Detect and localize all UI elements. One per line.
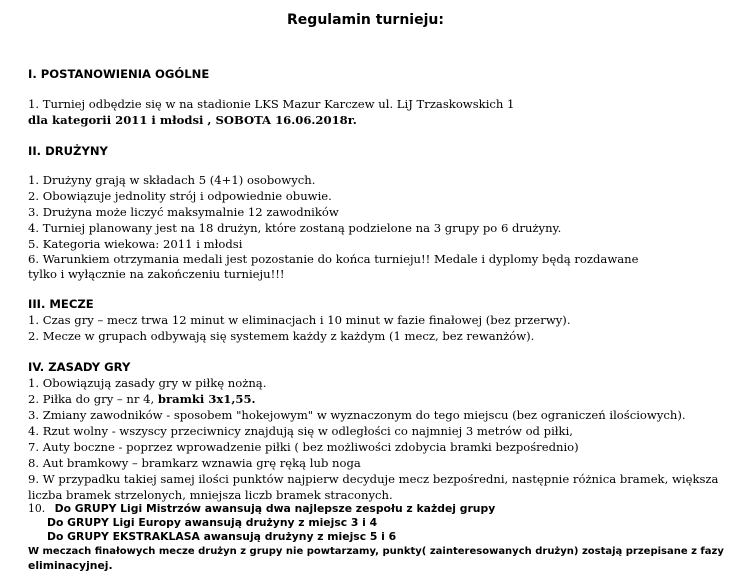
- final-phase-note: W meczach finałowych mecze drużyn z grupy nie powtarzamy, punkty( zainteresowanych drużyn) zostają przepisane z fazy: [28, 546, 724, 557]
- champions-league-group-text: Do GRUPY Ligi Mistrzów awansują dwa najlepsze zespołu z każdej grupy: [54, 502, 496, 515]
- teams-line-7: tylko i wyłącznie na zakończeniu turnieju!!!: [28, 267, 285, 281]
- teams-line-2: 2. Obowiązuje jednolity strój i odpowiednie obuwie.: [28, 189, 332, 203]
- general-line-1: 1. Turniej odbędzie się w na stadionie LKS Mazur Karczew ul. LiJ Trzaskowskich 1: [28, 97, 515, 111]
- teams-line-1: 1. Drużyny grają w składach 5 (4+1) osobowych.: [28, 173, 316, 187]
- rules-line-3: 3. Zmiany zawodników - sposobem "hokejowym" w wyznaczonym do tego miejscu (bez ograniczeń ilościowych).: [28, 408, 686, 422]
- matches-line-1: 1. Czas gry – mecz trwa 12 minut w eliminacjach i 10 minut w fazie finałowej (bez przerwy).: [28, 313, 571, 327]
- rules-line-8: 8. Aut bramkowy – bramkarz wznawia grę ręką lub noga: [28, 456, 361, 470]
- rules-line-10-number: 10.: [28, 502, 49, 515]
- rules-line-2-text: 2. Piłka do gry – nr 4,: [28, 392, 158, 406]
- section-heading-matches: III. MECZE: [28, 297, 94, 311]
- teams-line-4: 4. Turniej planowany jest na 18 drużyn, które zostaną podzielone na 3 grupy po 6 drużyny.: [28, 221, 562, 235]
- ekstraklasa-group-text: Do GRUPY EKSTRAKLASA awansują drużyny z miejsc 5 i 6: [47, 530, 397, 543]
- europa-league-group-text: Do GRUPY Ligi Europy awansują drużyny z miejsc 3 i 4: [47, 516, 378, 529]
- document-title: Regulamin turnieju:: [287, 12, 444, 28]
- rules-line-1: 1. Obowiązują zasady gry w piłkę nożną.: [28, 376, 267, 390]
- teams-line-5: 5. Kategoria wiekowa: 2011 i młodsi: [28, 237, 243, 251]
- goal-size-text: bramki 3x1,55.: [157, 392, 256, 406]
- section-heading-general: I. POSTANOWIENIA OGÓLNE: [28, 67, 210, 81]
- section-heading-rules: IV. ZASADY GRY: [28, 360, 131, 374]
- rules-line-2: [28, 391, 256, 407]
- general-line-2: dla kategorii 2011 i młodsi , SOBOTA 16.06.2018r.: [28, 113, 357, 127]
- rules-line-7: 7. Auty boczne - poprzez wprowadzenie piłki ( bez możliwości zdobycia bramki bezpośrednio): [28, 440, 579, 454]
- rules-line-9: 9. W przypadku takiej samej ilości punktów najpierw decyduje mecz bezpośredni, następnie różnica bramek, większa: [28, 472, 719, 486]
- rules-line-9-cont: liczba bramek strzelonych, mniejsza liczb bramek straconych.: [28, 488, 393, 502]
- teams-line-6: 6. Warunkiem otrzymania medali jest pozostanie do końca turnieju!! Medale i dyplomy będą rozdawane: [28, 252, 639, 266]
- final-phase-note-cont: eliminacyjnej.: [28, 559, 113, 572]
- teams-line-3: 3. Drużyna może liczyć maksymalnie 12 zawodników: [28, 205, 339, 219]
- section-heading-teams: II. DRUŻYNY: [28, 144, 108, 158]
- matches-line-2: 2. Mecze w grupach odbywają się systemem każdy z każdym (1 mecz, bez rewanżów).: [28, 329, 535, 343]
- rules-line-4: 4. Rzut wolny - wszyscy przeciwnicy znajdują się w odległości co najmniej 3 metrów od piłki,: [28, 424, 573, 438]
